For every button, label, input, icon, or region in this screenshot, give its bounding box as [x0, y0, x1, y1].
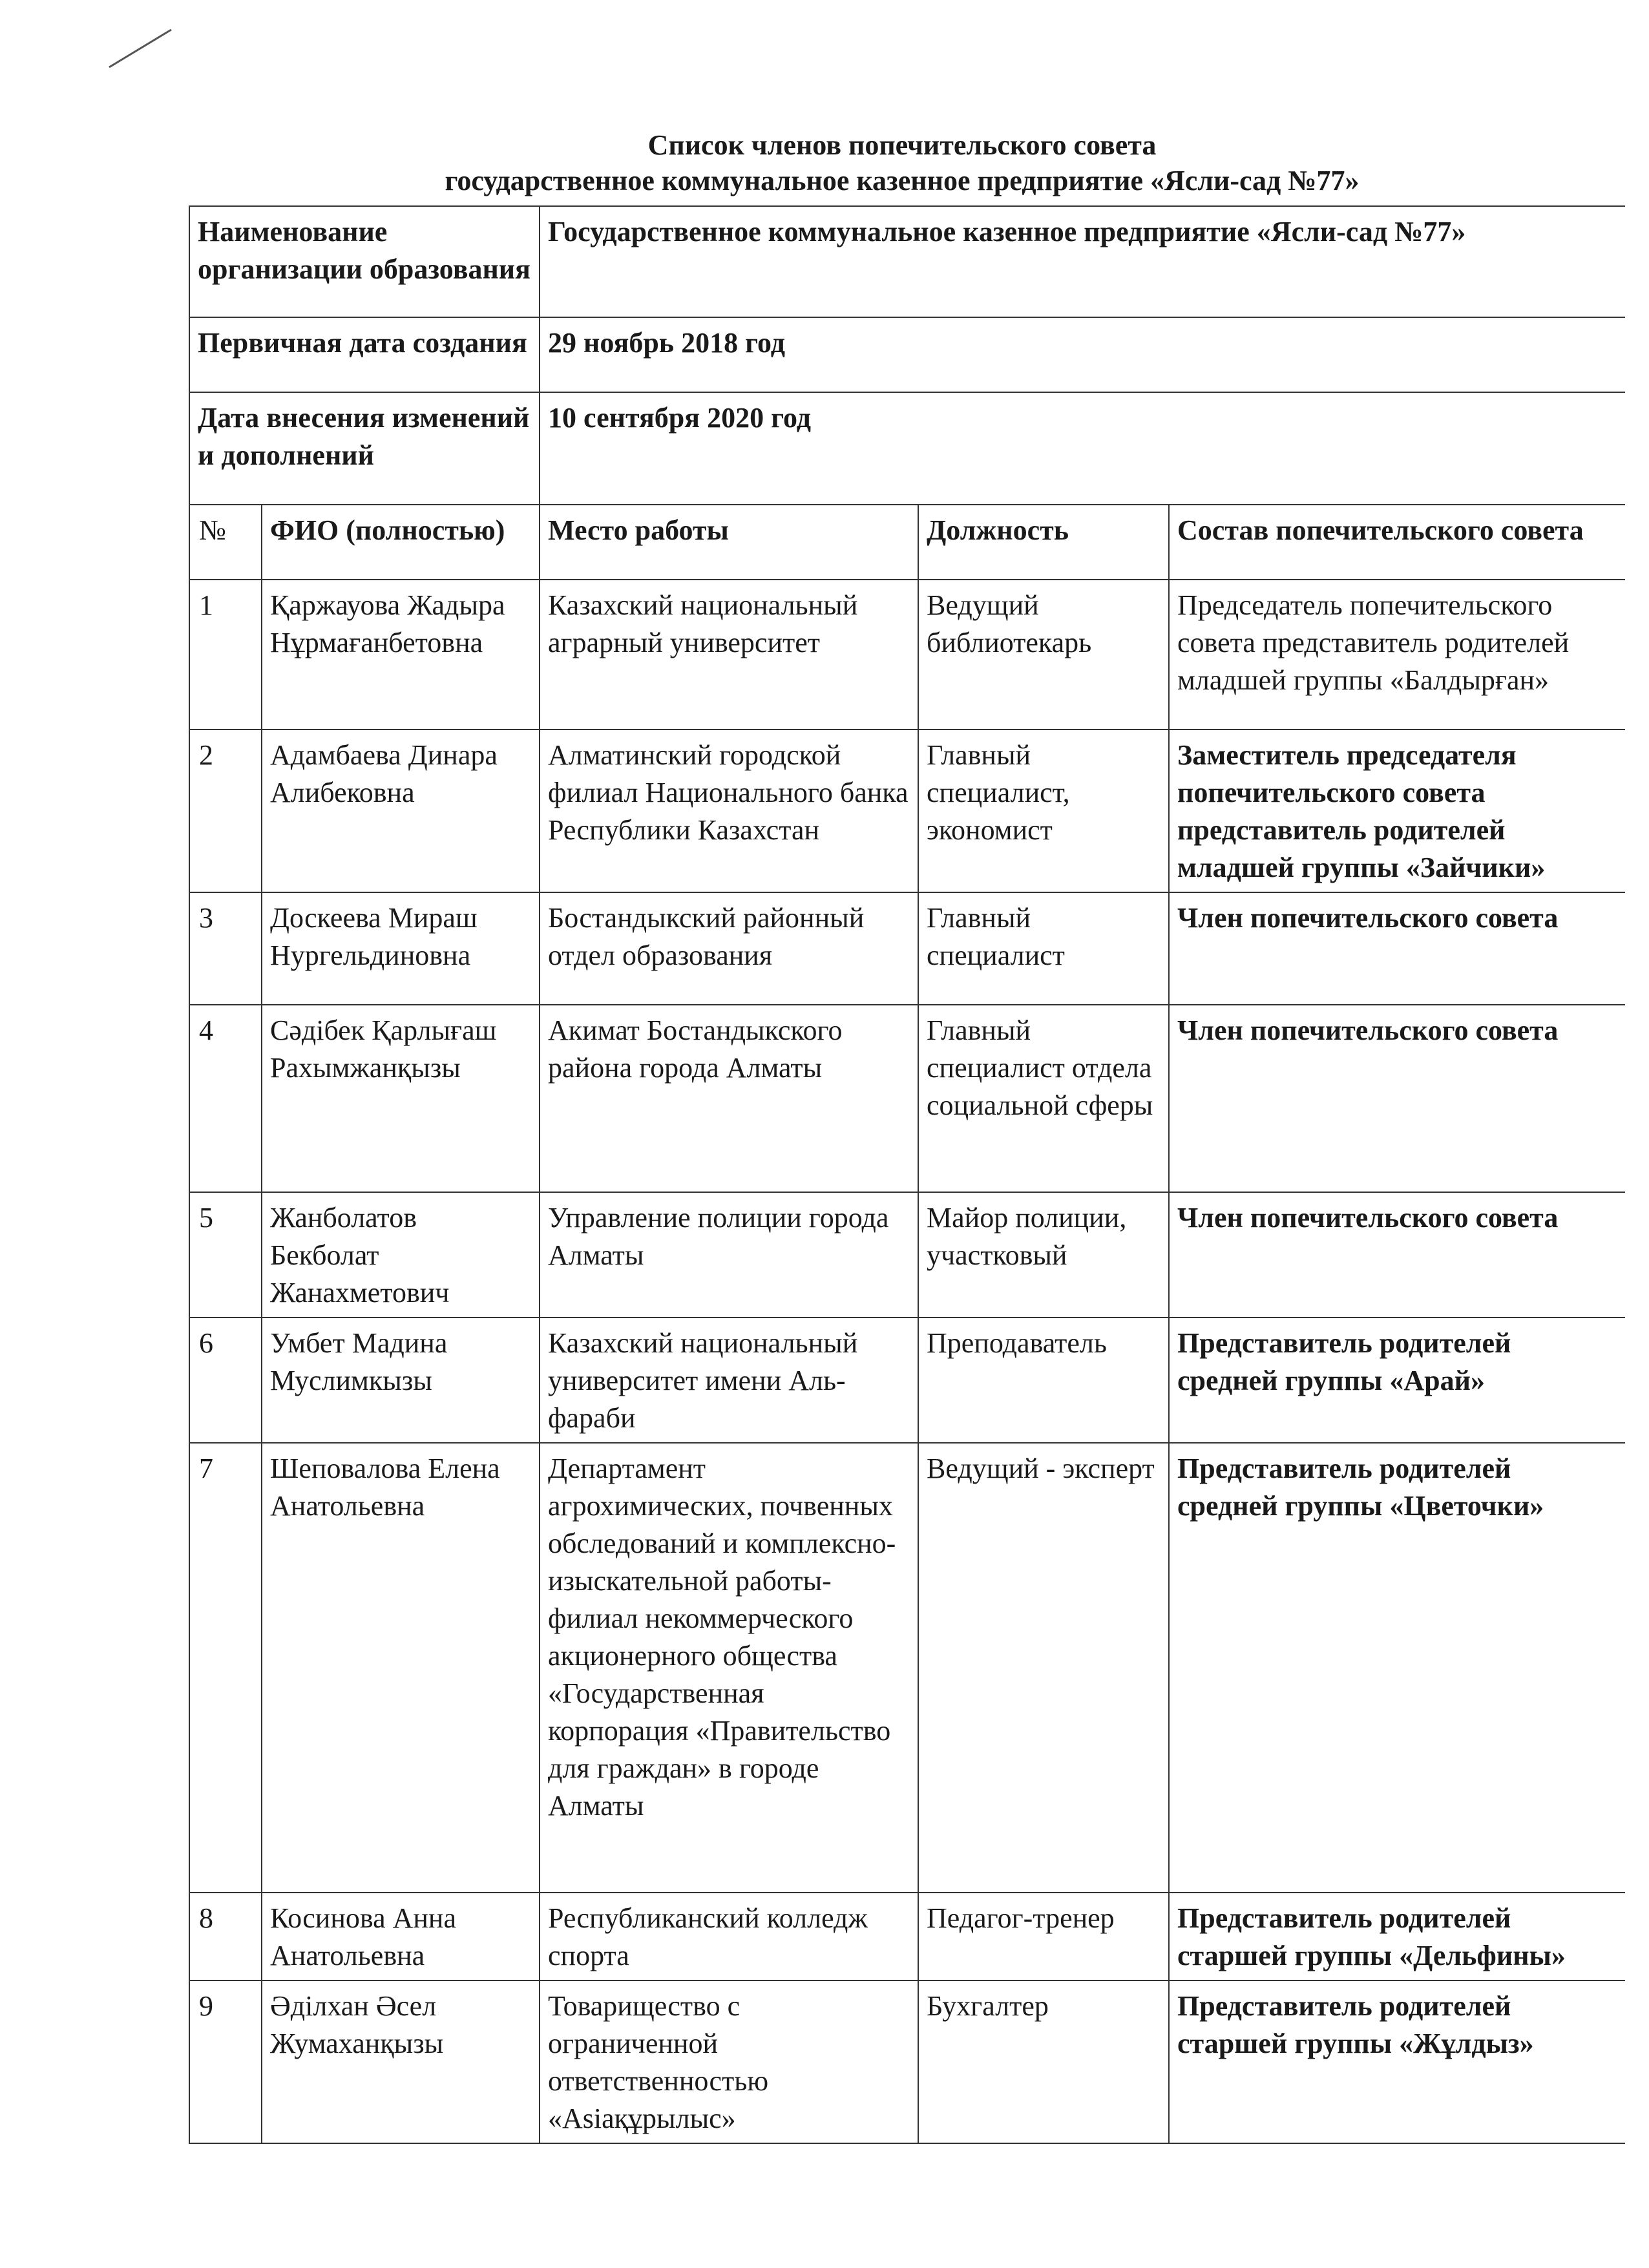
table-row	[189, 1192, 1625, 1318]
table-row	[189, 1005, 1625, 1192]
member-fio: Сәдібек Қарлығаш Рахымжанқызы	[262, 1005, 540, 1192]
member-fio: Әділхан Әсел Жумаханқызы	[262, 1980, 540, 2143]
member-role: Член попечительского совета	[1169, 1192, 1625, 1318]
member-num: 9	[189, 1980, 262, 2143]
member-role: Представитель родителей старшей группы «Дельфины»	[1169, 1893, 1625, 1980]
member-num: 1	[189, 580, 262, 730]
member-num: 6	[189, 1318, 262, 1443]
member-role: Член попечительского совета	[1169, 892, 1625, 1005]
header-role: Состав попечительского совета	[1169, 505, 1625, 580]
table-row	[189, 730, 1625, 892]
member-position: Майор полиции, участковый	[918, 1192, 1169, 1318]
member-work: Департамент агрохимических, почвенных обследований и комплексно-изыскательной работы-филиал некоммерческого акционерного общества «Государственная корпорация «Правительство для граждан» в городе Алматы	[540, 1443, 918, 1893]
member-num: 5	[189, 1192, 262, 1318]
member-num: 8	[189, 1893, 262, 1980]
member-position: Педагог-тренер	[918, 1893, 1169, 1980]
info-label: Дата внесения изменений и дополнений	[189, 392, 540, 505]
member-work: Казахский национальный аграрный университет	[540, 580, 918, 730]
header-position: Должность	[918, 505, 1169, 580]
member-fio: Косинова Анна Анатольевна	[262, 1893, 540, 1980]
info-label: Первичная дата создания	[189, 317, 540, 392]
member-fio: Шеповалова Елена Анатольевна	[262, 1443, 540, 1893]
header-fio: ФИО (полностью)	[262, 505, 540, 580]
info-row	[189, 206, 1625, 317]
table-row	[189, 580, 1625, 730]
member-work: Акимат Бостандыкского района города Алматы	[540, 1005, 918, 1192]
member-position: Ведущий - эксперт	[918, 1443, 1169, 1893]
table-row	[189, 892, 1625, 1005]
info-value: 29 ноябрь 2018 год	[540, 317, 1625, 392]
member-work: Республиканский колледж спорта	[540, 1893, 918, 1980]
member-fio: Адамбаева Динара Алибековна	[262, 730, 540, 892]
member-position: Главный специалист, экономист	[918, 730, 1169, 892]
member-work: Бостандыкский районный отдел образования	[540, 892, 918, 1005]
info-label: Наименование организации образования	[189, 206, 540, 317]
info-value: 10 сентября 2020 год	[540, 392, 1625, 505]
member-fio: Жанболатов Бекболат Жанахметович	[262, 1192, 540, 1318]
member-fio: Доскеева Мираш Нургельдиновна	[262, 892, 540, 1005]
member-work: Алматинский городской филиал Национального банка Республики Казахстан	[540, 730, 918, 892]
member-role: Представитель родителей старшей группы «Жұлдыз»	[1169, 1980, 1625, 2143]
member-position: Преподаватель	[918, 1318, 1169, 1443]
member-position: Главный специалист отдела социальной сферы	[918, 1005, 1169, 1192]
member-role: Заместитель председателя попечительского совета представитель родителей младшей группы «Зайчики»	[1169, 730, 1625, 892]
member-num: 7	[189, 1443, 262, 1893]
member-num: 3	[189, 892, 262, 1005]
member-fio: Умбет Мадина Муслимкызы	[262, 1318, 540, 1443]
member-position: Главный специалист	[918, 892, 1169, 1005]
member-role: Член попечительского совета	[1169, 1005, 1625, 1192]
document-subtitle: государственное коммунальное казенное предприятие «Ясли-сад №77»	[445, 165, 1360, 196]
info-row	[189, 317, 1625, 392]
table-header-row	[189, 505, 1625, 580]
member-work: Товарищество с ограниченной ответственностью «Asiaқұрылыс»	[540, 1980, 918, 2143]
members-table	[189, 205, 1625, 2144]
member-position: Бухгалтер	[918, 1980, 1169, 2143]
table-row	[189, 1980, 1625, 2143]
member-work: Казахский национальный университет имени Аль-фараби	[540, 1318, 918, 1443]
member-role: Представитель родителей средней группы «Цветочки»	[1169, 1443, 1625, 1893]
info-value: Государственное коммунальное казенное предприятие «Ясли-сад №77»	[540, 206, 1625, 317]
table-row	[189, 1893, 1625, 1980]
pen-stroke-mark	[107, 26, 174, 71]
member-work: Управление полиции города Алматы	[540, 1192, 918, 1318]
member-fio: Қаржауова Жадыра Нұрмағанбетовна	[262, 580, 540, 730]
info-row	[189, 392, 1625, 505]
member-num: 2	[189, 730, 262, 892]
header-num: №	[189, 505, 262, 580]
table-row	[189, 1443, 1625, 1893]
member-position: Ведущий библиотекарь	[918, 580, 1169, 730]
document-title: Список членов попечительского совета	[647, 129, 1157, 161]
member-role: Председатель попечительского совета представитель родителей младшей группы «Балдырған»	[1169, 580, 1625, 730]
member-num: 4	[189, 1005, 262, 1192]
header-work: Место работы	[540, 505, 918, 580]
table-row	[189, 1318, 1625, 1443]
member-role: Представитель родителей средней группы «Арай»	[1169, 1318, 1625, 1443]
